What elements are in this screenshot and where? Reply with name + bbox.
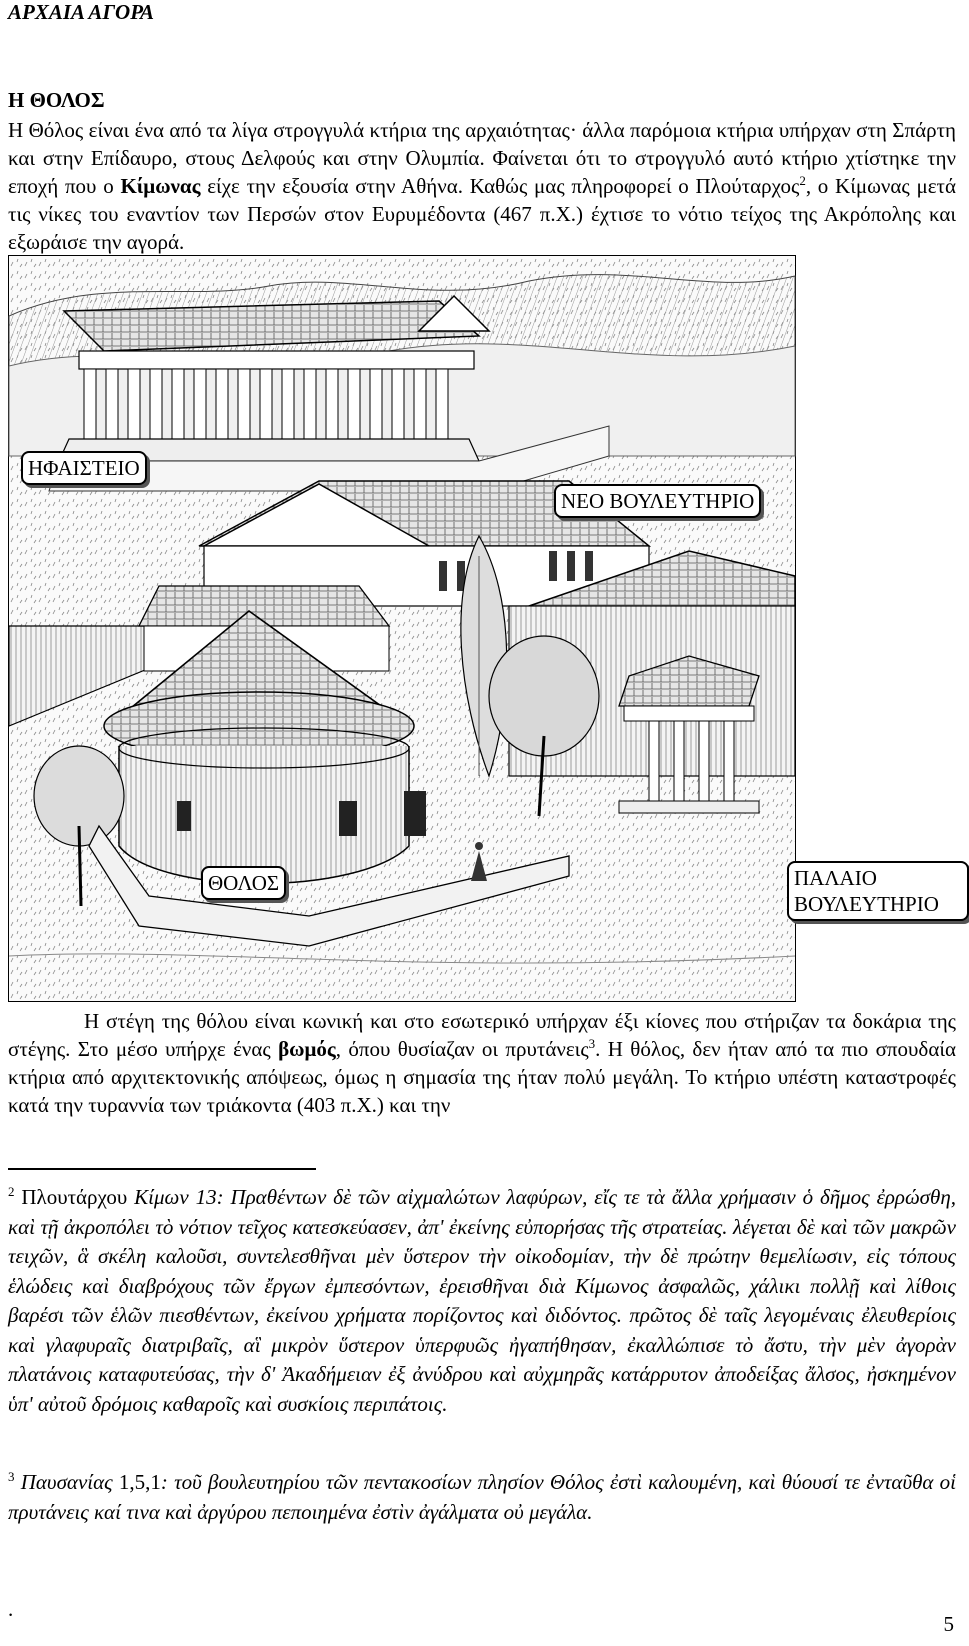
text-span: . Η θόλος, δεν ήταν από τα πιο σπουδαία κτήρια από αρχιτεκτονικής απόψεως, όμως η σημασία της ήταν πολύ μεγάλη. Το κτήριο υπέστη καταστροφές κατά την τυραννία των τριάκοντα (403 π.Χ.) και την xyxy=(8,1037,956,1117)
stray-mark: . xyxy=(8,1597,14,1621)
body-paragraph xyxy=(8,1007,956,1119)
footnote-ref[interactable]: 2 xyxy=(799,173,806,188)
footnote-number: 3 xyxy=(8,1469,15,1484)
section-title: Η ΘΟΛΟΣ xyxy=(8,88,105,112)
running-header: ΑΡΧΑΙΑ ΑΓΟΡΑ xyxy=(8,0,154,24)
text-span: , όπου θυσίαζαν οι πρυτάνεις xyxy=(335,1037,589,1061)
text-span: είχε την εξουσία στην Αθήνα. Καθώς μας πληροφορεί ο Πλούταρχος xyxy=(200,174,800,198)
footnote-ref[interactable]: 3 xyxy=(588,1036,596,1051)
page-number: 5 xyxy=(943,1612,954,1636)
label-hephaisteio: ΗΦΑΙΣΤΕΙΟ xyxy=(21,451,147,485)
footnote-2 xyxy=(8,1183,956,1419)
label-tholos: ΘΟΛΟΣ xyxy=(201,866,286,900)
text-span: Η Θόλος είναι ένα από τα λίγα στρογγυλά κτήρια της αρχαιότητας· άλλα παρόμοια κτήρια υπήρχαν στη Σπάρτη και στην Επίδαυρο, στους Δελφούς και στην Ολυμπία. Φαίνεται ότι το στρογγυλό αυτό κτήριο χτίστηκε την εποχή που ο xyxy=(8,118,956,198)
bold-term: Κίμωνας xyxy=(120,174,201,198)
reconstruction-drawing xyxy=(9,256,795,1001)
label-palaio-bouleuterio: ΠΑΛΑΙΟ ΒΟΥΛΕΥΤΗΡΙΟ xyxy=(787,861,969,921)
footnote-ref-locator: 1,5,1 xyxy=(118,1470,161,1494)
footnote-text: : Πραθέντων δὲ τῶν αἰχμαλώτων λαφύρων, εἴς τε τὰ ἄλλα χρήμασιν ὁ δῆμος ἐρρώσθη, καὶ τῇ ἀκροπόλει τὸ νότιον τεῖχος κατεσκεύασεν, ἀπ' ἐκείνης εὐπορήσας τῆς στρατείας. λέγεται δὲ καὶ τῶν μακρῶν τειχῶν, ἃ σκέλη καλοῦσι, συντελεσθῆναι μὲν ὕστερον τὴν οἰκοδομίαν, τὴν δὲ πρώτην θεμελίωσιν, εἰς τόπους ἑλώδεις καὶ διαβρόχους τῶν ἔργων ἐμπεσόντων, ἐρεισθῆναι διὰ Κίμωνος ἀσφαλῶς, χάλικι πολλῇ καὶ λίθοις βαρέσι τῶν ἑλῶν πιεσθέντων, ἐκείνου χρήματα πορίζοντος καὶ διδόντος. πρῶτος δὲ ταῖς λεγομέναις ἐλευθερίοις καὶ γλαφυραῖς διατριβαῖς, αἳ μικρὸν ὕστερον ὑπερφυῶς ἠγαπήθησαν, ἐκαλλώπισε τὸ ἄστυ, τὴν μὲν ἀγορὰν πλατάνοις καταφυτεύσας, τὴν δ' Ἀκαδήμειαν ἐξ ἀνύδρου καὶ αὐχμηρᾶς κατάρρυτον ἀποδείξας ἄλσος, ἠσκημένον ὑπ' αὐτοῦ δρόμοις καθαροῖς καὶ συσκίοις περιπάτοις. xyxy=(8,1185,957,1416)
label-neo-bouleuterio: ΝΕΟ ΒΟΥΛΕΥΤΗΡΙΟ xyxy=(554,484,761,518)
footnote-text: : τοῦ βουλευτηρίου τῶν πεντακοσίων πλησίον Θόλος ἐστὶ καλουμένη, καὶ θύουσί τε ἐνταῦθα οἱ πρυτάνεις καί τινα καὶ ἀργύρου πεποιημένα ἐστὶν ἀγάλματα οὐ μεγάλα. xyxy=(8,1470,957,1524)
footnote-number: 2 xyxy=(8,1184,15,1199)
footnote-source: Πλουτάρχου xyxy=(14,1185,135,1209)
agora-illustration xyxy=(8,255,939,1002)
footnote-separator xyxy=(8,1168,316,1170)
text-span: , ο Κίμωνας μετά τις νίκες του εναντίον των Περσών στον Ευρυμέδοντα (467 π.Χ.) έχτισε το νότιο τείχος της Ακρόπολης και εξωράισε την αγορά. xyxy=(8,174,956,254)
footnote-3 xyxy=(8,1468,956,1527)
footnote-work: Κίμων 13 xyxy=(134,1185,217,1209)
footnote-source: Παυσανίας xyxy=(14,1470,119,1494)
bold-term: βωμός xyxy=(278,1037,336,1061)
text-span: Η στέγη της θόλου είναι κωνική και στο εσωτερικό υπήρχαν έξι κίονες που στήριζαν τα δοκάρια της στέγης. Στο μέσο υπήρχε ένας xyxy=(8,1009,956,1061)
intro-paragraph xyxy=(8,116,956,256)
